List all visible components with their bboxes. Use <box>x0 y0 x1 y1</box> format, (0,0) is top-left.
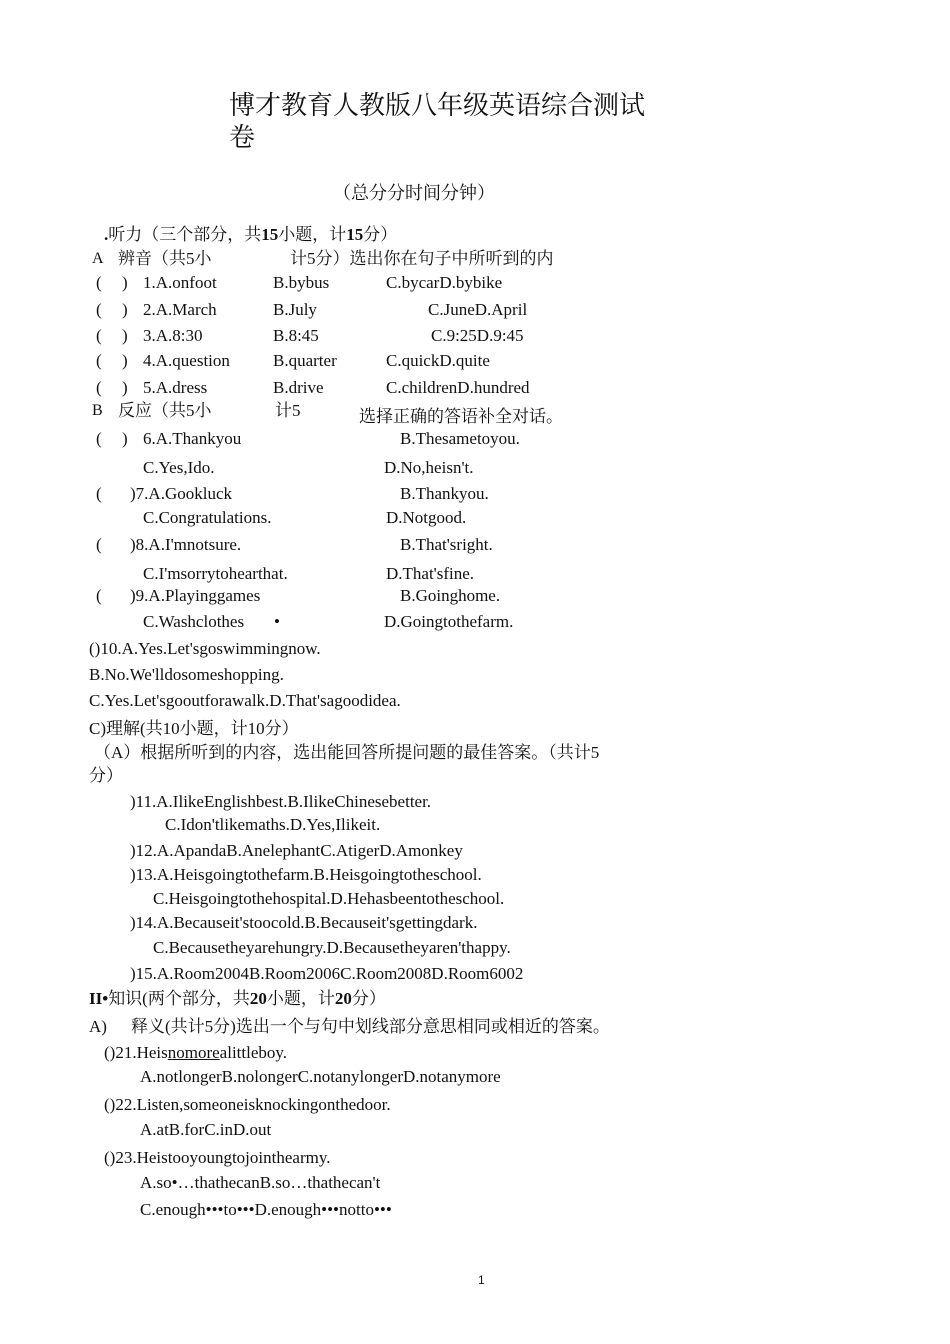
section1-mid: 小题，计 <box>278 225 347 244</box>
section1-heading <box>104 226 397 245</box>
partA2-letter: A) <box>89 1017 107 1036</box>
partB-label: 反应（共5小 <box>118 401 212 420</box>
partC-instruction-2: 分） <box>89 766 123 785</box>
doc-subtitle: （总分分时间分钟） <box>333 183 495 204</box>
section1-post: 分） <box>363 225 398 244</box>
q14-line2: C.Becausetheyarehungry.D.Becausetheyaren'thappy. <box>153 938 511 957</box>
q23-options-2: C.enough•••to•••D.enough•••notto••• <box>140 1200 392 1219</box>
q4-option-a: 4.A.question <box>143 351 230 370</box>
q2-option-b: B.July <box>273 300 317 319</box>
q11-line1: )11.A.IlikeEnglishbest.B.IlikeChinesebetter. <box>130 792 432 811</box>
q10-option-cd: C.Yes.Let'sgooutforawalk.D.That'sagoodidea. <box>89 691 401 710</box>
q5-paren-open: ( <box>96 378 102 397</box>
q7-option-d: D.Notgood. <box>386 508 467 527</box>
section2-name: 知识(两个部分，共 <box>108 989 250 1008</box>
section2-heading <box>89 990 386 1009</box>
q3-option-a: 3.A.8:30 <box>143 326 203 345</box>
section1-n1: 15 <box>261 225 279 244</box>
page-number: 1 <box>478 1273 485 1287</box>
q23-stem: ()23.Heistooyoungtojointhearmy. <box>104 1148 331 1167</box>
q8-paren-open: ( <box>96 535 102 554</box>
partB-letter: B <box>92 402 103 419</box>
doc-title-line2: 卷 <box>229 123 256 153</box>
q8-option-a: )8.A.I'mnotsure. <box>130 535 242 554</box>
q4-paren-open: ( <box>96 351 102 370</box>
partA-label: 辨音（共5小 <box>118 249 212 268</box>
q14-line1: )14.A.Becauseit'stoocold.B.Becauseit'sgettingdark. <box>130 913 478 932</box>
q8-option-d: D.That'sfine. <box>386 564 475 583</box>
q4-paren-close: ) <box>122 351 128 370</box>
partA-score: 计5分）选出你在句子中所听到的内 <box>290 249 554 268</box>
q22-options: A.atB.forC.inD.out <box>140 1120 272 1139</box>
q1-option-b: B.bybus <box>273 273 330 292</box>
q3-paren-open: ( <box>96 326 102 345</box>
doc-title-line1: 博才教育人教版八年级英语综合测试 <box>229 91 646 121</box>
q9-option-c: C.Washclothes <box>143 612 245 631</box>
q6-paren-open: ( <box>96 429 102 448</box>
section2-pre: II• <box>89 989 109 1008</box>
q2-paren-close: ) <box>122 300 128 319</box>
q6-option-b: B.Thesametoyou. <box>400 429 520 448</box>
q6-option-d: D.No,heisn't. <box>384 458 474 477</box>
section1-pre: . <box>104 225 109 244</box>
q4-option-b: B.quarter <box>273 351 337 370</box>
q2-paren-open: ( <box>96 300 102 319</box>
q22-stem: ()22.Listen,someoneisknockingonthedoor. <box>104 1095 391 1114</box>
partB-instruction: 选择正确的答语补全对话。 <box>359 407 563 426</box>
partC-instruction-1: （A）根据所听到的内容，选出能回答所提问题的最佳答案。（共计5 <box>94 743 600 762</box>
q1-option-a: 1.A.onfoot <box>143 273 217 292</box>
q8-option-c: C.I'msorrytohearthat. <box>143 564 288 583</box>
q9-paren-open: ( <box>96 586 102 605</box>
section1-name: 听力（三个部分，共 <box>108 225 262 244</box>
section2-n2: 20 <box>334 989 352 1008</box>
q3-option-cd: C.9:25D.9:45 <box>431 326 524 345</box>
q21-stem <box>104 1044 287 1063</box>
q10-option-b: B.No.We'lldosomeshopping. <box>89 665 284 684</box>
q1-paren-close: ) <box>122 273 128 292</box>
q15-line1: )15.A.Room2004B.Room2006C.Room2008D.Room6002 <box>130 964 524 983</box>
q7-paren-open: ( <box>96 484 102 503</box>
q3-paren-close: ) <box>122 326 128 345</box>
q1-option-cd: C.bycarD.bybike <box>386 273 503 292</box>
q9-bullet: • <box>274 612 280 631</box>
q9-option-a: )9.A.Playinggames <box>130 586 261 605</box>
q23-options-1: A.so•…thathecanB.so…thathecan't <box>140 1173 381 1192</box>
q21-post: alittleboy. <box>219 1043 288 1062</box>
q4-option-cd: C.quickD.quite <box>386 351 490 370</box>
q21-pre: ()21.Heis <box>104 1043 168 1062</box>
q6-option-c: C.Yes,Ido. <box>143 458 215 477</box>
q13-line2: C.Heisgoingtothehospital.D.Hehasbeentotheschool. <box>153 889 505 908</box>
q9-option-d: D.Goingtothefarm. <box>384 612 514 631</box>
q21-options: A.notlongerB.nolongerC.notanylongerD.notanymore <box>140 1067 501 1086</box>
q2-option-cd: C.JuneD.April <box>428 300 528 319</box>
partA2-instruction: 释义(共计5分)选出一个与句中划线部分意思相同或相近的答案。 <box>131 1017 610 1036</box>
q10-option-a: ()10.A.Yes.Let'sgoswimmingnow. <box>89 639 321 658</box>
q3-option-b: B.8:45 <box>273 326 319 345</box>
q8-option-b: B.That'sright. <box>400 535 493 554</box>
partC-label: C)理解(共10小题，计10分） <box>89 719 299 738</box>
q5-option-cd: C.childrenD.hundred <box>386 378 530 397</box>
partB-score: 计5 <box>275 401 301 420</box>
q5-option-b: B.drive <box>273 378 324 397</box>
q7-option-b: B.Thankyou. <box>400 484 489 503</box>
q6-paren-close: ) <box>122 429 128 448</box>
section2-n1: 20 <box>249 989 267 1008</box>
partA-letter: A <box>92 250 104 267</box>
q13-line1: )13.A.Heisgoingtothefarm.B.Heisgoingtotheschool. <box>130 865 482 884</box>
q5-paren-close: ) <box>122 378 128 397</box>
q7-option-c: C.Congratulations. <box>143 508 272 527</box>
q6-option-a: 6.A.Thankyou <box>143 429 242 448</box>
q5-option-a: 5.A.dress <box>143 378 208 397</box>
section1-n2: 15 <box>346 225 364 244</box>
q9-option-b: B.Goinghome. <box>400 586 501 605</box>
q11-line2: C.Idon'tlikemaths.D.Yes,Ilikeit. <box>165 815 381 834</box>
q21-underlined: nomore <box>167 1043 220 1062</box>
q12-line1: )12.A.ApandaB.AnelephantC.AtigerD.Amonkey <box>130 841 463 860</box>
section2-mid: 小题，计 <box>266 989 335 1008</box>
q2-option-a: 2.A.March <box>143 300 217 319</box>
q1-paren-open: ( <box>96 273 102 292</box>
q7-option-a: )7.A.Gookluck <box>130 484 232 503</box>
section2-post: 分） <box>351 989 386 1008</box>
